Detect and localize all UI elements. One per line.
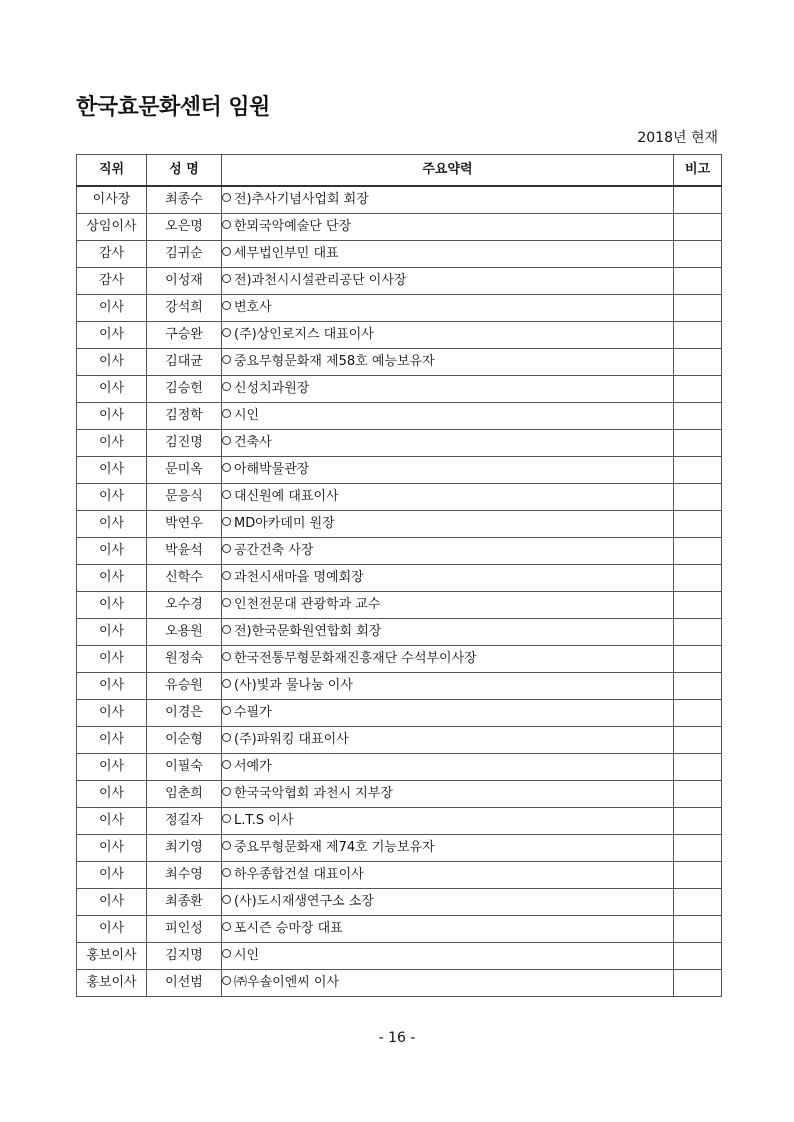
- table-row: [77, 403, 722, 430]
- cell-name: 김귀순: [147, 241, 222, 268]
- career-text: 건축사: [234, 435, 272, 450]
- cell-name: 이경은: [147, 700, 222, 727]
- cell-position: 이사: [77, 376, 147, 403]
- cell-position: 감사: [77, 268, 147, 295]
- cell-note: [674, 538, 722, 565]
- table-row: [77, 619, 722, 646]
- cell-position: 이사: [77, 322, 147, 349]
- cell-note: [674, 457, 722, 484]
- as-of-date: 2018년 현재: [637, 130, 718, 146]
- cell-position: 이사: [77, 700, 147, 727]
- officers-table: [76, 154, 722, 997]
- cell-position: 이사: [77, 862, 147, 889]
- cell-note: [674, 565, 722, 592]
- bullet-circle-icon: [222, 787, 231, 796]
- career-text: 변호사: [234, 300, 272, 315]
- bullet-circle-icon: [222, 571, 231, 580]
- cell-name: 김지명: [147, 943, 222, 970]
- cell-note: [674, 241, 722, 268]
- bullet-circle-icon: [222, 895, 231, 904]
- table-row: [77, 511, 722, 538]
- bullet-circle-icon: [222, 625, 231, 634]
- career-text: (사)도시재생연구소 소장: [234, 894, 374, 909]
- cell-note: [674, 322, 722, 349]
- cell-name: 이성재: [147, 268, 222, 295]
- table-row: [77, 186, 722, 214]
- cell-career: [222, 754, 674, 781]
- career-text: MD아카데미 원장: [234, 516, 335, 531]
- career-text: 한뫼국악예술단 단장: [234, 219, 352, 234]
- cell-career: [222, 376, 674, 403]
- cell-note: [674, 943, 722, 970]
- table-row: [77, 484, 722, 511]
- career-text: ㈜우솔이엔씨 이사: [234, 975, 340, 990]
- cell-note: [674, 862, 722, 889]
- cell-career: [222, 808, 674, 835]
- career-text: 전)추사기념사업회 회장: [234, 192, 369, 207]
- cell-career: [222, 646, 674, 673]
- cell-position: 이사: [77, 889, 147, 916]
- cell-position: 이사: [77, 484, 147, 511]
- cell-note: [674, 727, 722, 754]
- career-text: 인천전문대 관광학과 교수: [234, 597, 381, 612]
- bullet-circle-icon: [222, 706, 231, 715]
- cell-name: 김정학: [147, 403, 222, 430]
- header-name: 성 명: [147, 155, 222, 187]
- page-title: 한국효문화센터 임원: [76, 95, 270, 120]
- cell-position: 이사: [77, 808, 147, 835]
- career-text: 세무법인부민 대표: [234, 246, 339, 261]
- cell-position: 이사: [77, 916, 147, 943]
- career-text: 한국국악협회 과천시 지부장: [234, 786, 393, 801]
- career-text: 과천시새마을 명예회장: [234, 570, 364, 585]
- table-body: [77, 186, 722, 997]
- bullet-circle-icon: [222, 274, 231, 283]
- cell-name: 최수영: [147, 862, 222, 889]
- cell-career: [222, 862, 674, 889]
- cell-name: 오수경: [147, 592, 222, 619]
- table-row: [77, 430, 722, 457]
- cell-name: 강석희: [147, 295, 222, 322]
- table-row: [77, 835, 722, 862]
- cell-career: [222, 403, 674, 430]
- bullet-circle-icon: [222, 814, 231, 823]
- cell-career: [222, 322, 674, 349]
- bullet-circle-icon: [222, 517, 231, 526]
- bullet-circle-icon: [222, 355, 231, 364]
- cell-note: [674, 403, 722, 430]
- cell-position: 이사: [77, 781, 147, 808]
- table-row: [77, 700, 722, 727]
- cell-note: [674, 592, 722, 619]
- cell-position: 이사: [77, 727, 147, 754]
- bullet-circle-icon: [222, 922, 231, 931]
- career-text: 공간건축 사장: [234, 543, 314, 558]
- table-row: [77, 943, 722, 970]
- cell-career: [222, 186, 674, 214]
- cell-note: [674, 619, 722, 646]
- cell-career: [222, 349, 674, 376]
- table-row: [77, 889, 722, 916]
- table-row: [77, 241, 722, 268]
- cell-name: 이순형: [147, 727, 222, 754]
- cell-name: 최기영: [147, 835, 222, 862]
- cell-note: [674, 430, 722, 457]
- cell-name: 박연우: [147, 511, 222, 538]
- table-row: [77, 565, 722, 592]
- bullet-circle-icon: [222, 301, 231, 310]
- cell-name: 이필숙: [147, 754, 222, 781]
- career-text: 중요무형문화재 제58호 예능보유자: [234, 354, 435, 369]
- cell-career: [222, 484, 674, 511]
- cell-career: [222, 727, 674, 754]
- cell-note: [674, 511, 722, 538]
- header-position: 직위: [77, 155, 147, 187]
- bullet-circle-icon: [222, 760, 231, 769]
- cell-name: 유승원: [147, 673, 222, 700]
- bullet-circle-icon: [222, 220, 231, 229]
- cell-name: 문응식: [147, 484, 222, 511]
- career-text: (사)빛과 물나눔 이사: [234, 678, 353, 693]
- cell-name: 오은명: [147, 214, 222, 241]
- career-text: (주)상인로지스 대표이사: [234, 327, 374, 342]
- table-header-row: [77, 155, 722, 187]
- bullet-circle-icon: [222, 679, 231, 688]
- bullet-circle-icon: [222, 463, 231, 472]
- bullet-circle-icon: [222, 193, 231, 202]
- table-row: [77, 214, 722, 241]
- career-text: 수필가: [234, 705, 272, 720]
- career-text: 시인: [234, 948, 260, 963]
- cell-position: 이사: [77, 457, 147, 484]
- table-row: [77, 457, 722, 484]
- cell-career: [222, 457, 674, 484]
- career-text: 포시즌 승마장 대표: [234, 921, 343, 936]
- career-text: 대신원예 대표이사: [234, 489, 339, 504]
- cell-note: [674, 835, 722, 862]
- cell-career: [222, 214, 674, 241]
- cell-position: 이사: [77, 619, 147, 646]
- cell-name: 김대균: [147, 349, 222, 376]
- table-row: [77, 754, 722, 781]
- cell-career: [222, 835, 674, 862]
- cell-career: [222, 430, 674, 457]
- table-row: [77, 727, 722, 754]
- bullet-circle-icon: [222, 733, 231, 742]
- cell-position: 이사: [77, 835, 147, 862]
- career-text: 한국전통무형문화재진흥재단 수석부이사장: [234, 651, 477, 666]
- cell-career: [222, 511, 674, 538]
- cell-name: 구승완: [147, 322, 222, 349]
- cell-note: [674, 186, 722, 214]
- table-row: [77, 349, 722, 376]
- cell-note: [674, 646, 722, 673]
- cell-note: [674, 754, 722, 781]
- cell-position: 감사: [77, 241, 147, 268]
- cell-name: 원정숙: [147, 646, 222, 673]
- table-row: [77, 322, 722, 349]
- table-row: [77, 538, 722, 565]
- bullet-circle-icon: [222, 841, 231, 850]
- cell-note: [674, 808, 722, 835]
- cell-position: 홍보이사: [77, 943, 147, 970]
- career-text: 하우종합건설 대표이사: [234, 867, 364, 882]
- cell-position: 홍보이사: [77, 970, 147, 997]
- cell-name: 신학수: [147, 565, 222, 592]
- career-text: (주)파워킹 대표이사: [234, 732, 349, 747]
- cell-name: 임춘희: [147, 781, 222, 808]
- cell-position: 이사: [77, 403, 147, 430]
- cell-career: [222, 592, 674, 619]
- bullet-circle-icon: [222, 976, 231, 985]
- career-text: 중요무형문화재 제74호 기능보유자: [234, 840, 435, 855]
- cell-career: [222, 619, 674, 646]
- cell-note: [674, 268, 722, 295]
- career-text: 서예가: [234, 759, 272, 774]
- cell-career: [222, 241, 674, 268]
- cell-position: 이사장: [77, 186, 147, 214]
- cell-name: 최종환: [147, 889, 222, 916]
- career-text: 시인: [234, 408, 260, 423]
- career-text: 전)한국문화원연합회 회장: [234, 624, 382, 639]
- cell-note: [674, 349, 722, 376]
- cell-name: 박윤석: [147, 538, 222, 565]
- cell-note: [674, 700, 722, 727]
- cell-position: 상임이사: [77, 214, 147, 241]
- cell-position: 이사: [77, 538, 147, 565]
- cell-note: [674, 889, 722, 916]
- cell-position: 이사: [77, 673, 147, 700]
- cell-position: 이사: [77, 565, 147, 592]
- cell-name: 피인성: [147, 916, 222, 943]
- bullet-circle-icon: [222, 652, 231, 661]
- cell-name: 김진명: [147, 430, 222, 457]
- cell-note: [674, 673, 722, 700]
- career-text: 전)과천시시설관리공단 이사장: [234, 273, 407, 288]
- cell-name: 문미옥: [147, 457, 222, 484]
- cell-position: 이사: [77, 349, 147, 376]
- cell-career: [222, 538, 674, 565]
- cell-career: [222, 295, 674, 322]
- cell-position: 이사: [77, 754, 147, 781]
- cell-note: [674, 214, 722, 241]
- table-row: [77, 916, 722, 943]
- table-row: [77, 592, 722, 619]
- cell-name: 오용원: [147, 619, 222, 646]
- cell-note: [674, 376, 722, 403]
- cell-name: 김승헌: [147, 376, 222, 403]
- bullet-circle-icon: [222, 247, 231, 256]
- cell-note: [674, 916, 722, 943]
- cell-position: 이사: [77, 592, 147, 619]
- table-row: [77, 673, 722, 700]
- cell-career: [222, 268, 674, 295]
- bullet-circle-icon: [222, 868, 231, 877]
- bullet-circle-icon: [222, 409, 231, 418]
- cell-career: [222, 970, 674, 997]
- cell-note: [674, 781, 722, 808]
- table-row: [77, 970, 722, 997]
- cell-position: 이사: [77, 646, 147, 673]
- bullet-circle-icon: [222, 544, 231, 553]
- cell-name: 이선범: [147, 970, 222, 997]
- cell-career: [222, 889, 674, 916]
- career-text: L.T.S 이사: [234, 813, 294, 828]
- cell-position: 이사: [77, 430, 147, 457]
- cell-career: [222, 700, 674, 727]
- career-text: 아해박물관장: [234, 462, 310, 477]
- table-row: [77, 646, 722, 673]
- cell-position: 이사: [77, 511, 147, 538]
- table-row: [77, 376, 722, 403]
- table-row: [77, 268, 722, 295]
- table-row: [77, 808, 722, 835]
- bullet-circle-icon: [222, 490, 231, 499]
- bullet-circle-icon: [222, 598, 231, 607]
- bullet-circle-icon: [222, 382, 231, 391]
- cell-career: [222, 781, 674, 808]
- bullet-circle-icon: [222, 436, 231, 445]
- table-row: [77, 862, 722, 889]
- page-number: - 16 -: [378, 1030, 416, 1046]
- header-note: 비고: [674, 155, 722, 187]
- cell-note: [674, 484, 722, 511]
- cell-note: [674, 970, 722, 997]
- cell-career: [222, 673, 674, 700]
- bullet-circle-icon: [222, 949, 231, 958]
- cell-position: 이사: [77, 295, 147, 322]
- table-row: [77, 295, 722, 322]
- header-career: 주요약력: [222, 155, 674, 187]
- cell-career: [222, 916, 674, 943]
- bullet-circle-icon: [222, 328, 231, 337]
- cell-name: 정길자: [147, 808, 222, 835]
- table-row: [77, 781, 722, 808]
- cell-note: [674, 295, 722, 322]
- cell-career: [222, 565, 674, 592]
- cell-career: [222, 943, 674, 970]
- career-text: 신성치과원장: [234, 381, 310, 396]
- cell-name: 최종수: [147, 186, 222, 214]
